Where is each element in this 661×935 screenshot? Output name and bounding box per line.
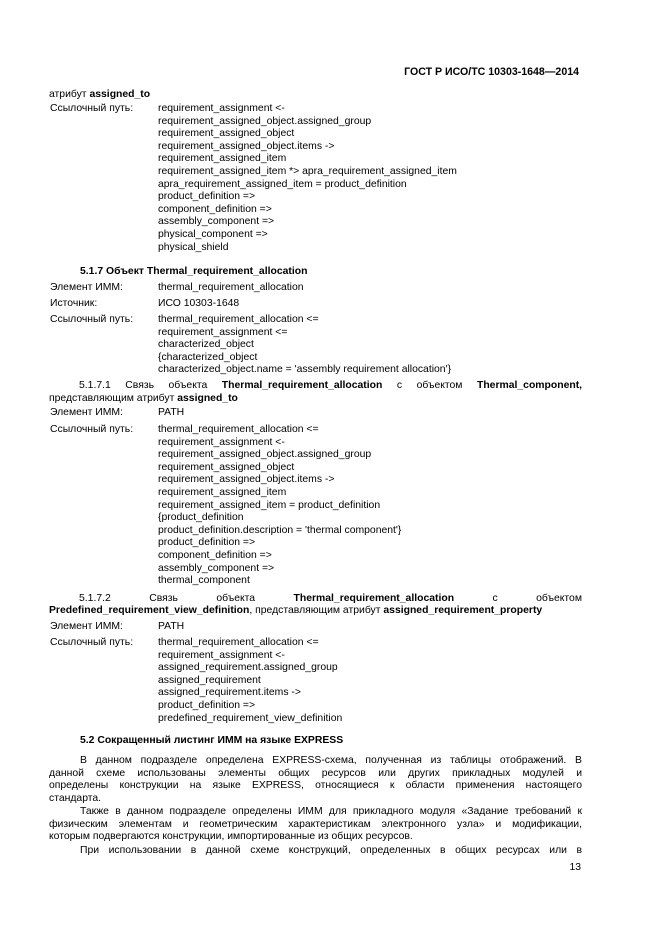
element-value: PATH <box>158 621 185 632</box>
subsection-title-5-1-7-1 <box>49 380 582 393</box>
page-number: 13 <box>569 862 581 873</box>
path-line: {product_definition <box>158 512 244 524</box>
section-heading-5-1-7: 5.1.7 Объект Thermal_requirement_allocation <box>80 266 308 277</box>
attribute-name: assigned_requirement_property <box>383 605 543 616</box>
reference-path <box>158 637 342 725</box>
source-label: Источник: <box>50 298 98 309</box>
path-line: component_definition => <box>158 203 272 215</box>
reference-path <box>158 424 401 588</box>
paragraph-line: стандарта. <box>49 792 102 804</box>
paragraph-line: В данном подразделе определена EXPRESS-схема, полученная из таблицы отображений. В <box>80 755 582 766</box>
reference-path-label: Ссылочный путь: <box>50 314 134 325</box>
attribute-line <box>49 89 150 102</box>
path-line: physical_shield <box>158 241 229 253</box>
subsection-title-line2 <box>49 393 238 406</box>
attribute-name: assigned_to <box>89 89 151 100</box>
path-line: characterized_object.name = 'assembly requirement allocation'} <box>158 364 452 376</box>
path-line: thermal_component <box>158 575 250 587</box>
element-value: thermal_requirement_allocation <box>158 282 304 293</box>
reference-path <box>158 314 451 377</box>
reference-path-label: Ссылочный путь: <box>50 637 134 648</box>
path-line: product_definition => <box>158 537 256 549</box>
path-line: requirement_assigned_item = product_definition <box>158 499 381 511</box>
element-label: Элемент ИММ: <box>50 407 123 418</box>
path-line: product_definition => <box>158 699 256 711</box>
section-heading-5-2: 5.2 Сокращенный листинг ИММ на языке EXPRESS <box>80 735 344 746</box>
path-line: {characterized_object <box>158 351 258 363</box>
path-line: component_definition => <box>158 549 272 561</box>
title-text: , представляющим атрибут <box>249 605 384 616</box>
subsection-title-5-1-7-2 <box>49 593 582 606</box>
element-label: Элемент ИММ: <box>50 621 123 632</box>
path-line: product_definition => <box>158 191 256 203</box>
path-line: requirement_assigned_item <box>158 486 287 498</box>
title-word: с <box>396 380 403 391</box>
path-line: thermal_requirement_allocation <= <box>158 637 319 648</box>
object-name: Thermal_requirement_allocation <box>221 380 383 391</box>
paragraph-2 <box>49 806 582 844</box>
path-line: requirement_assignment <- <box>158 103 285 114</box>
title-word: с <box>492 593 498 604</box>
path-line: requirement_assigned_object.items -> <box>158 474 335 486</box>
subsection-title-line2 <box>49 605 542 618</box>
path-line: requirement_assigned_object <box>158 128 295 140</box>
paragraph-1 <box>49 755 582 805</box>
path-line: product_definition.description = 'thermal component'} <box>158 524 402 536</box>
path-line: requirement_assigned_object.assigned_group <box>158 115 372 127</box>
path-line: requirement_assigned_item *> apra_requirement_assigned_item <box>158 165 457 177</box>
target-object-name: Thermal_component, <box>476 380 583 391</box>
path-line: requirement_assigned_object.assigned_group <box>158 449 372 461</box>
attribute-prefix: атрибут <box>49 89 90 100</box>
path-line: assembly_component => <box>158 216 275 228</box>
title-text: представляющим атрибут <box>49 393 178 404</box>
path-line: requirement_assigned_object.items -> <box>158 140 335 152</box>
reference-path <box>158 103 457 254</box>
path-line: requirement_assignment <- <box>158 436 285 448</box>
path-line: apra_requirement_assigned_item = product_definition <box>158 178 407 190</box>
target-object-name: Predefined_requirement_view_definition <box>49 605 250 616</box>
paragraph-line: Также в данном подразделе определены ИММ для прикладного модуля «Задание требований к <box>80 806 582 817</box>
title-word: объектом <box>536 593 582 604</box>
paragraph-line: определены конструкции на языке EXPRESS, относящиеся к области применения настоящего <box>49 780 582 792</box>
subsection-number: 5.1.7.1 <box>79 380 111 391</box>
paragraph-line: данной схеме использованы элементы общих ресурсов или других прикладных модулей и <box>49 767 582 779</box>
subsection-number: 5.1.7.2 <box>79 593 111 604</box>
element-label: Элемент ИММ: <box>50 282 123 293</box>
reference-path-label: Ссылочный путь: <box>50 424 134 435</box>
source-value: ИСО 10303-1648 <box>158 298 240 309</box>
title-word: Связь <box>125 380 155 391</box>
title-word: объектом <box>416 380 463 391</box>
paragraph-3 <box>49 845 582 858</box>
path-line: characterized_object <box>158 339 254 351</box>
title-word: объекта <box>168 380 208 391</box>
reference-path-label: Ссылочный путь: <box>50 103 134 114</box>
paragraph-line: которым подвергаются конструкции, импортированные из общих ресурсов. <box>49 831 413 843</box>
object-name: Thermal_requirement_allocation <box>293 593 455 604</box>
path-line: assigned_requirement.assigned_group <box>158 662 338 674</box>
path-line: physical_component => <box>158 228 268 240</box>
path-line: thermal_requirement_allocation <= <box>158 314 319 325</box>
path-line: requirement_assigned_item <box>158 153 287 165</box>
paragraph-line: При использовании в данной схеме конструкций, определенных в общих ресурсах или в <box>80 845 582 856</box>
title-word: объекта <box>216 593 256 604</box>
document-header: ГОСТ Р ИСО/ТС 10303-1648—2014 <box>404 66 579 78</box>
path-line: predefined_requirement_view_definition <box>158 712 343 724</box>
attribute-name: assigned_to <box>177 393 238 404</box>
element-value: PATH <box>158 407 185 418</box>
path-line: requirement_assignment <- <box>158 649 285 661</box>
path-line: requirement_assignment <= <box>158 326 288 338</box>
paragraph-line: физическим элементам и геометрическим характеристикам электронного узла» и модификации, <box>49 818 582 830</box>
path-line: thermal_requirement_allocation <= <box>158 424 319 435</box>
path-line: assigned_requirement.items -> <box>158 687 301 699</box>
path-line: requirement_assigned_object <box>158 461 295 473</box>
path-line: assembly_component => <box>158 562 275 574</box>
title-word: Связь <box>149 593 178 604</box>
path-line: assigned_requirement <box>158 674 261 686</box>
